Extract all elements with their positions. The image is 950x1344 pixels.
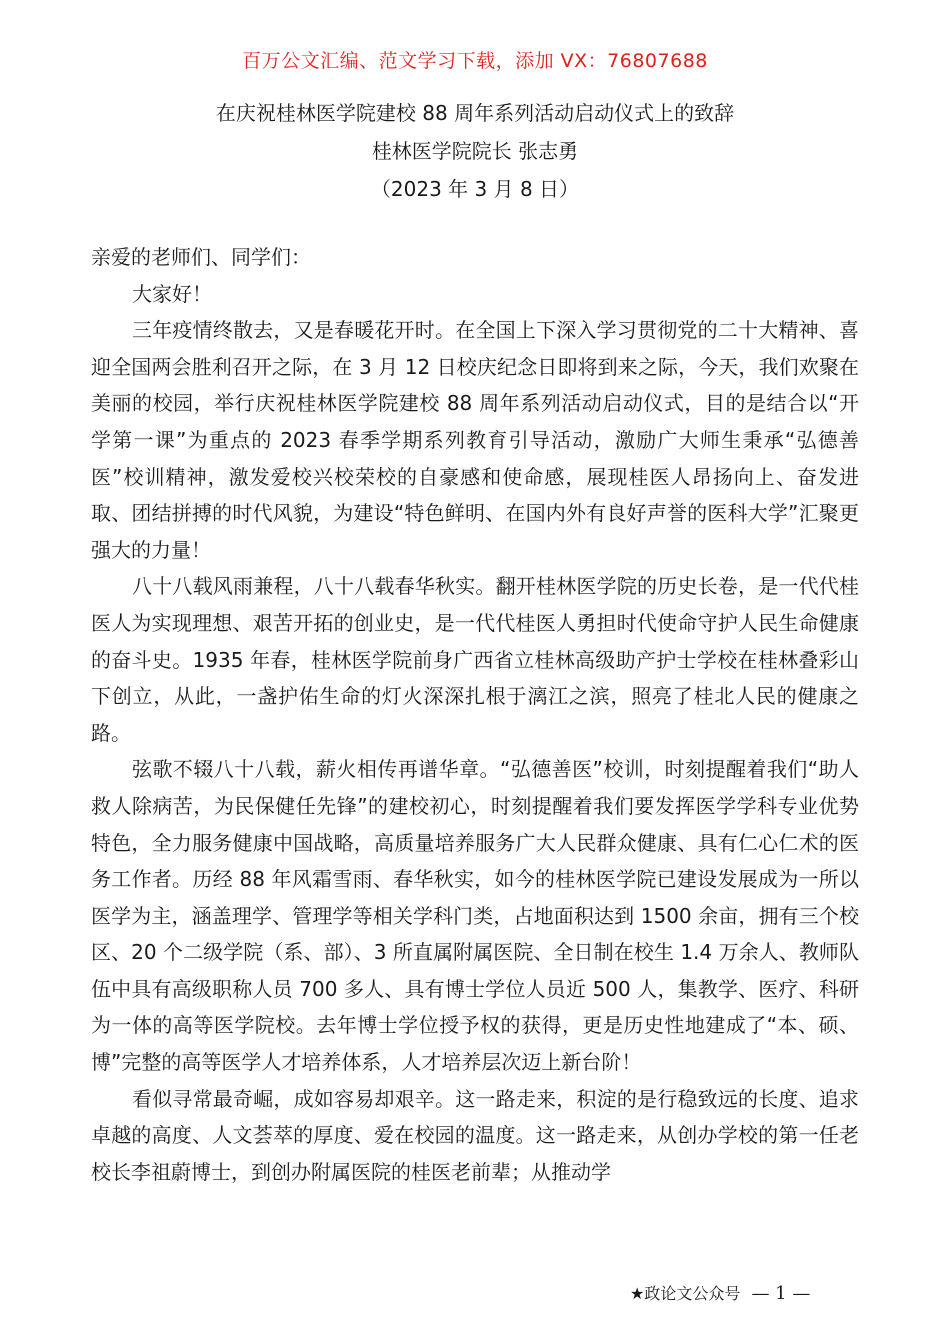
paragraph-1: 三年疫情终散去，又是春暖花开时。在全国上下深入学习贯彻党的二十大精神、喜迎全国两会胜利召开之际，在 3 月 12 日校庆纪念日即将到来之际，今天，我们欢聚在美丽的校园，举行庆祝桂林医学院建校 88 周年系列活动启动仪式，目的是结合以“开学第一课”为重点的 2023 春季学期系列教育引导活动，激励广大师生秉承“弘德善医”校训精神，激发爱校兴校荣校的自豪感和使命感，展现桂医人昂扬向上、奋发进取、团结拼搏的时代风貌，为建设“特色鲜明、在国内外有良好声誉的医科大学”汇聚更强大的力量！: [91, 318, 859, 562]
paragraph-3: 弦歌不辍八十八载，薪火相传再谱华章。“弘德善医”校训，时刻提醒着我们“助人救人除病苦，为民保健任先锋”的建校初心，时刻提醒着我们要发挥医学学科专业优势特色，全力服务健康中国战略，高质量培养服务广大人民群众健康、具有仁心仁术的医务工作者。历经 88 年风霜雪雨、春华秋实，如今的桂林医学院已建设发展成为一所以医学为主，涵盖理学、管理学等相关学科门类，占地面积达到 1500 余亩，拥有三个校区、20 个二级学院（系、部）、3 所直属附属医院、全日制在校生 1.4 万余人、教师队伍中具有高级职称人员 700 多人、具有博士学位人员近 500 人，集教学、医疗、科研为一体的高等医学院校。去年博士学位授予权的获得，更是历史性地建成了“本、硕、博”完整的高等医学人才培养体系，人才培养层次迈上新台阶！: [91, 757, 859, 1075]
page-number: — 1 —: [751, 1283, 811, 1304]
salutation: 亲爱的老师们、同学们：: [91, 245, 311, 269]
promo-banner: 百万公文汇编、范文学习下载，添加 VX：76807688: [242, 50, 708, 72]
paragraph-2: 八十八载风雨兼程，八十八载春华秋实。翻开桂林医学院的历史长卷，是一代代桂医人为实现理想、艰苦开拓的创业史，是一代代桂医人勇担时代使命守护人民生命健康的奋斗史。1935 年春，桂林医学院前身广西省立桂林高级助产护士学校在桂林叠彩山下创立，从此，一盏护佑生命的灯火深深扎根于漓江之滨，照亮了桂北人民的健康之路。: [91, 574, 859, 745]
footer-source: ★政论文公众号: [630, 1284, 741, 1303]
page-footer: [630, 1280, 850, 1308]
speech-date: （2023 年 3 月 8 日）: [370, 177, 580, 201]
paragraph-greeting: 大家好！: [132, 281, 212, 306]
speech-body: [91, 239, 859, 1190]
speech-author: 桂林医学院院长 张志勇: [371, 139, 579, 163]
speech-title: 在庆祝桂林医学院建校 88 周年系列活动启动仪式上的致辞: [215, 101, 735, 125]
paragraph-4: 看似寻常最奇崛，成如容易却艰辛。这一路走来，积淀的是行稳致远的长度、追求卓越的高度、人文荟萃的厚度、爱在校园的温度。这一路走来，从创办学校的第一任老校长李祖蔚博士，到创办附属医院的桂医老前辈；从推动学: [91, 1086, 859, 1184]
